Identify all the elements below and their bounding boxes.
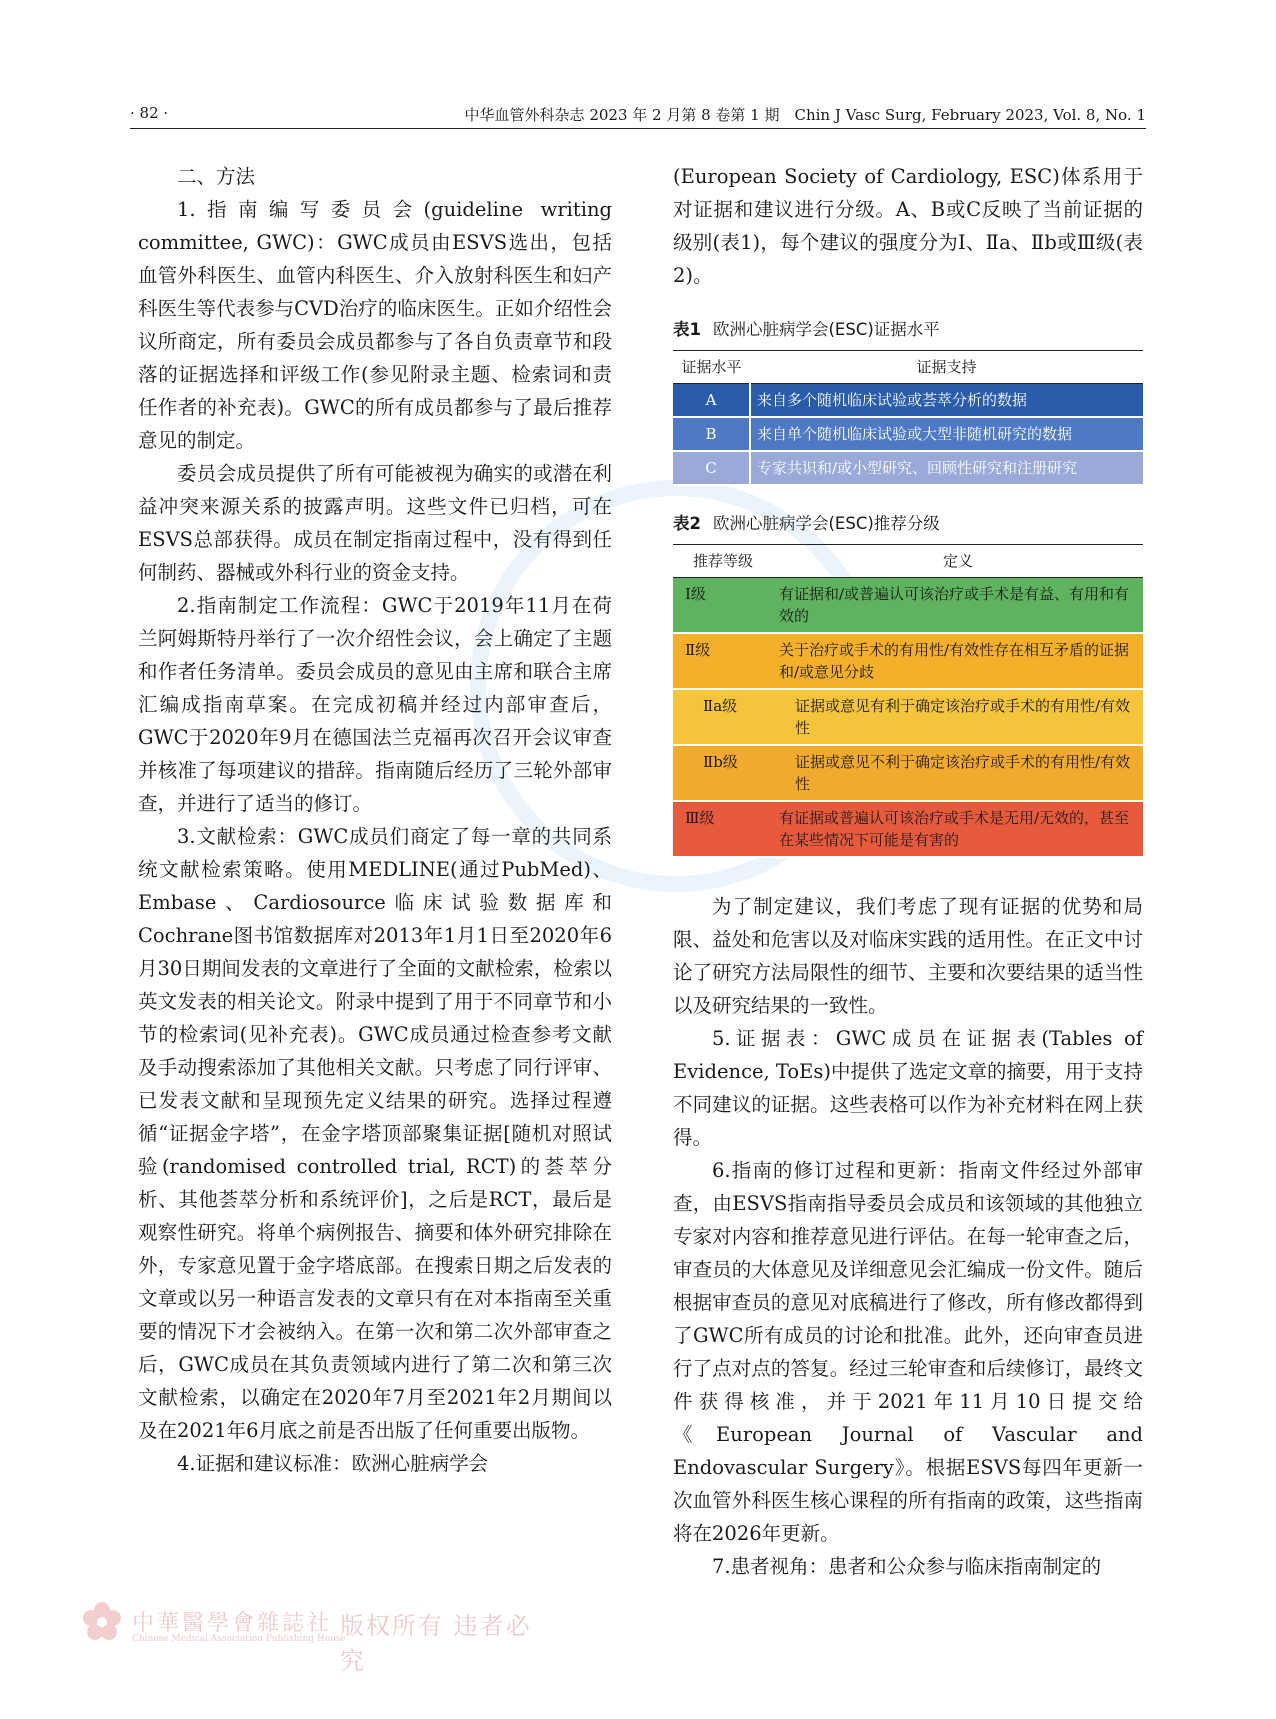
recommendation-definition-cell: 证据或意见不利于确定该治疗或手术的有用性/有效性 xyxy=(773,745,1143,801)
table2-header-definition: 定义 xyxy=(773,545,1143,578)
right-column xyxy=(673,160,1143,1583)
table1-title: 欧洲心脏病学会(ESC)证据水平 xyxy=(712,320,940,339)
evidence-support-cell: 专家共识和/或小型研究、回顾性研究和注册研究 xyxy=(750,451,1143,485)
table1-row xyxy=(673,384,1143,418)
paragraph: 1.指南编写委员会(guideline writing committee, GWC)：GWC成员由ESVS选出，包括血管外科医生、血管内科医生、介入放射科医生和妇产科医生等代表参与CVD治疗的临床医生。正如介绍性会议所商定，所有委员会成员都参与了各自负责章节和段落的证据选择和评级工作(参见附录主题、检索词和责任作者的补充表)。GWC的所有成员都参与了最后推荐意见的制定。 xyxy=(138,198,612,452)
evidence-level-cell: A xyxy=(673,384,750,418)
table1-label: 表1 xyxy=(673,320,701,339)
publisher-name: 中華醫學會雜誌社 xyxy=(132,1611,333,1636)
paragraph: 7.患者视角：患者和公众参与临床指南制定的 xyxy=(712,1555,1102,1578)
paragraph: 5.证据表：GWC成员在证据表(Tables of Evidence, ToEs)中提供了选定文章的摘要，用于支持不同建议的证据。这些表格可以作为补充材料在网上获得。 xyxy=(673,1027,1144,1149)
running-header xyxy=(130,104,1146,129)
paragraph: (European Society of Cardiology, ESC)体系用于对证据和建议进行分级。A、B或C反映了当前证据的级别(表1)，每个建议的强度分为Ⅰ、Ⅱa、Ⅱb或Ⅲ级(表2)。 xyxy=(673,165,1143,287)
section-heading: 二、方法 xyxy=(177,165,256,188)
evidence-support-cell: 来自多个随机临床试验或荟萃分析的数据 xyxy=(750,384,1143,418)
recommendation-class-cell: Ⅱa级 xyxy=(673,689,773,745)
recommendation-class-cell: Ⅲ级 xyxy=(673,801,773,857)
left-column xyxy=(138,160,612,1480)
table2-label: 表2 xyxy=(673,514,701,533)
recommendation-class-table xyxy=(673,544,1143,858)
recommendation-class-cell: Ⅱ级 xyxy=(673,633,773,689)
flower-logo-icon xyxy=(80,1600,124,1644)
evidence-level-cell: C xyxy=(673,451,750,485)
table2-header-class: 推荐等级 xyxy=(673,545,773,578)
recommendation-class-cell: Ⅰ级 xyxy=(673,578,773,634)
table1-header-level: 证据水平 xyxy=(673,351,750,384)
recommendation-class-cell: Ⅱb级 xyxy=(673,745,773,801)
table2-row xyxy=(673,633,1143,689)
evidence-level-table xyxy=(673,350,1143,486)
table2-title: 欧洲心脏病学会(ESC)推荐分级 xyxy=(712,514,940,533)
publisher-name-en: Chinese Medical Association Publishing House xyxy=(132,1634,346,1644)
table1-header-support: 证据支持 xyxy=(750,351,1143,384)
recommendation-definition-cell: 证据或意见有利于确定该治疗或手术的有用性/有效性 xyxy=(773,689,1143,745)
table1-row xyxy=(673,417,1143,451)
paragraph: 6.指南的修订过程和更新：指南文件经过外部审查，由ESVS指南指导委员会成员和该领域的其他独立专家对内容和推荐意见进行评估。在每一轮审查之后，审查员的大体意见及详细意见会汇编成一份文件。随后根据审查员的意见对底稿进行了修改，所有修改都得到了GWC所有成员的讨论和批准。此外，还向审查员进行了点对点的答复。经过三轮审查和后续修订，最终文件获得核准，并于2021年11月10日提交给《European Journal of Vascular and Endovascular Surgery》。根据ESVS每四年更新一次血管外科医生核心课程的所有指南的政策，这些指南将在2026年更新。 xyxy=(673,1159,1143,1545)
table1-row xyxy=(673,451,1143,485)
journal-citation: 中华血管外科杂志 2023 年 2 月第 8 卷第 1 期 Chin J Vasc Surg, February 2023, Vol. 8, No. 1 xyxy=(464,106,1146,124)
recommendation-definition-cell: 关于治疗或手术的有用性/有效性存在相互矛盾的证据和/或意见分歧 xyxy=(773,633,1143,689)
table2-row xyxy=(673,578,1143,634)
paragraph: 为了制定建议，我们考虑了现有证据的优势和局限、益处和危害以及对临床实践的适用性。在正文中讨论了研究方法局限性的细节、主要和次要结果的适当性以及研究结果的一致性。 xyxy=(673,895,1143,1017)
copyright-notice: 版权所有 违者必究 xyxy=(340,1612,532,1675)
table2-caption xyxy=(673,512,1143,536)
table1-body xyxy=(673,384,1143,486)
publisher-logo xyxy=(80,1600,540,1675)
paragraph: 委员会成员提供了所有可能被视为确实的或潜在利益冲突来源关系的披露声明。这些文件已归档，可在ESVS总部获得。成员在制定指南过程中，没有得到任何制药、器械或外科行业的资金支持。 xyxy=(138,462,612,584)
paragraph: 2.指南制定工作流程：GWC于2019年11月在荷兰阿姆斯特丹举行了一次介绍性会议，会上确定了主题和作者任务清单。委员会成员的意见由主席和联合主席汇编成指南草案。在完成初稿并经过内部审查后，GWC于2020年9月在德国法兰克福再次召开会议审查并核准了每项建议的措辞。指南随后经历了三轮外部审查，并进行了适当的修订。 xyxy=(138,594,612,815)
evidence-support-cell: 来自单个随机临床试验或大型非随机研究的数据 xyxy=(750,417,1143,451)
recommendation-definition-cell: 有证据和/或普遍认可该治疗或手术是有益、有用和有效的 xyxy=(773,578,1143,634)
page-number: · 82 · xyxy=(130,104,169,122)
table2-row xyxy=(673,745,1143,801)
recommendation-definition-cell: 有证据或普遍认可该治疗或手术是无用/无效的，甚至在某些情况下可能是有害的 xyxy=(773,801,1143,857)
table2-body xyxy=(673,578,1143,858)
paragraph: 4.证据和建议标准：欧洲心脏病学会 xyxy=(177,1452,489,1475)
table2-row xyxy=(673,801,1143,857)
evidence-level-cell: B xyxy=(673,417,750,451)
table1-caption xyxy=(673,318,1143,342)
paragraph: 3.文献检索：GWC成员们商定了每一章的共同系统文献检索策略。使用MEDLINE(通过PubMed)、Embase、Cardiosource临床试验数据库和Cochrane图书馆数据库对2013年1月1日至2020年6月30日期间发表的文章进行了全面的文献检索，检索以英文发表的相关论文。附录中提到了用于不同章节和小节的检索词(见补充表)。GWC成员通过检查参考文献及手动搜索添加了其他相关文献。只考虑了同行评审、已发表文献和呈现预先定义结果的研究。选择过程遵循“证据金字塔”，在金字塔顶部聚集证据[随机对照试验(randomised controlled trial, RCT)的荟萃分析、其他荟萃分析和系统评价]，之后是RCT，最后是观察性研究。将单个病例报告、摘要和体外研究排除在外，专家意见置于金字塔底部。在搜索日期之后发表的文章或以另一种语言发表的文章只有在对本指南至关重要的情况下才会被纳入。在第一次和第二次外部审查之后，GWC成员在其负责领域内进行了第二次和第三次文献检索，以确定在2020年7月至2021年2月期间以及在2021年6月底之前是否出版了任何重要出版物。 xyxy=(138,825,612,1442)
table2-row xyxy=(673,689,1143,745)
